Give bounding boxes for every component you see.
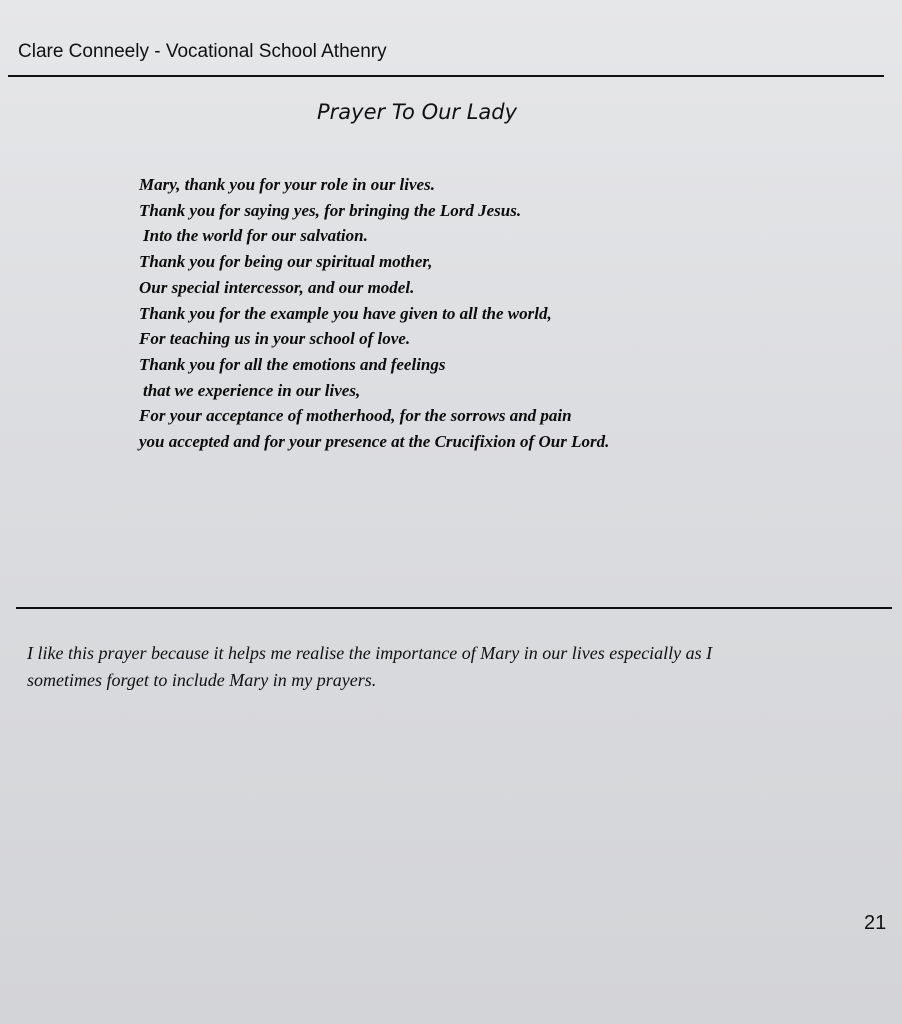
prayer-line: Our special intercessor, and our model. <box>139 277 415 297</box>
personal-comment <box>27 640 897 694</box>
prayer-line: Into the world for our salvation. <box>143 226 368 246</box>
prayer-line: you accepted and for your presence at the Crucifixion of Our Lord. <box>139 432 610 452</box>
header-divider <box>8 75 884 77</box>
prayer-line: Thank you for all the emotions and feelings <box>139 354 446 374</box>
comment-line: sometimes forget to include Mary in my prayers. <box>27 670 377 690</box>
page-header: Clare Conneely - Vocational School Athenry <box>18 41 387 62</box>
prayer-line: Thank you for the example you have given to all the world, <box>139 303 552 323</box>
prayer-text <box>139 172 609 455</box>
section-divider <box>16 607 892 609</box>
comment-line: I like this prayer because it helps me realise the importance of Mary in our lives especially as I <box>27 643 713 663</box>
prayer-title: Prayer To Our Lady <box>317 100 518 124</box>
prayer-line: Thank you for saying yes, for bringing the Lord Jesus. <box>139 200 522 220</box>
prayer-line: Thank you for being our spiritual mother, <box>139 252 433 272</box>
prayer-line: Mary, thank you for your role in our lives. <box>139 175 435 194</box>
prayer-line: that we experience in our lives, <box>143 380 361 400</box>
prayer-line: For teaching us in your school of love. <box>139 329 411 349</box>
page-number: 21 <box>864 912 887 934</box>
prayer-line: For your acceptance of motherhood, for the sorrows and pain <box>139 406 572 426</box>
